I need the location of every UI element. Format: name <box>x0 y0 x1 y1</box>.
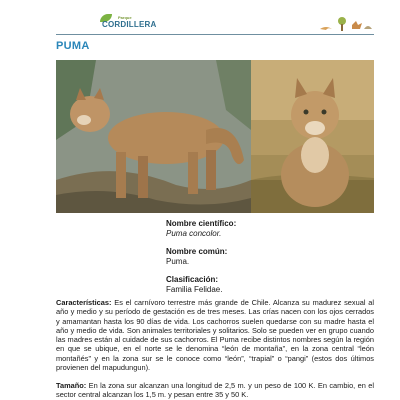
page-title: PUMA <box>56 40 90 52</box>
size-text: En la zona sur alcanzan una longitud de 2,5 m. y un peso de 100 K. En cambio, en el sector central alcanzan los 1,5 m. y pesan entre 35 y 50 K. <box>56 381 374 400</box>
common-name-label: Nombre común: <box>166 247 228 256</box>
features-text: Es el carnívoro terrestre más grande de Chile. Alcanza su madurez sexual al año y medio y su período de gestación es de tres meses. Las crías nacen con los ojos cerrados y amamantan hasta los 90 días de vida. Los cachorros suelen quedarse con su madre hasta el año y medio de vida. Son animales territoriales y solitarios. Solo se pueden ver en grupo cuando las madres están al cuidade de sus cachorros. El Puma recibe distintos nombres según la región en que se ubique, en el norte se le denomina “león de montaña”, en la zona central “león montañés” y en la zona sur se le conoce como “león”, “trapial” o “pangi” (estos dos últimos provienen del mapudungun). <box>56 298 374 373</box>
classification-label: Clasificación: <box>166 275 219 284</box>
header-divider <box>56 34 374 35</box>
size-label: Tamaño: <box>56 381 87 390</box>
logo-subtitle: Parque <box>118 15 132 20</box>
puma-sitting-photo <box>251 60 374 213</box>
common-name-value: Puma. <box>166 257 190 266</box>
puma-sitting-illustration <box>251 60 374 213</box>
puma-standing-illustration <box>56 60 251 213</box>
wildlife-decoration-icon <box>318 15 374 33</box>
scientific-name-value: Puma concolor. <box>166 229 222 238</box>
species-info <box>166 219 366 295</box>
scientific-name-label: Nombre científico: <box>166 219 237 228</box>
classification-value: Familia Felidae. <box>166 285 223 294</box>
features-paragraph <box>56 298 374 372</box>
features-label: Características: <box>56 298 112 307</box>
logo-title: CORDILLERA <box>102 20 157 29</box>
size-paragraph <box>56 381 374 400</box>
page-header <box>56 12 374 34</box>
puma-standing-photo <box>56 60 251 213</box>
